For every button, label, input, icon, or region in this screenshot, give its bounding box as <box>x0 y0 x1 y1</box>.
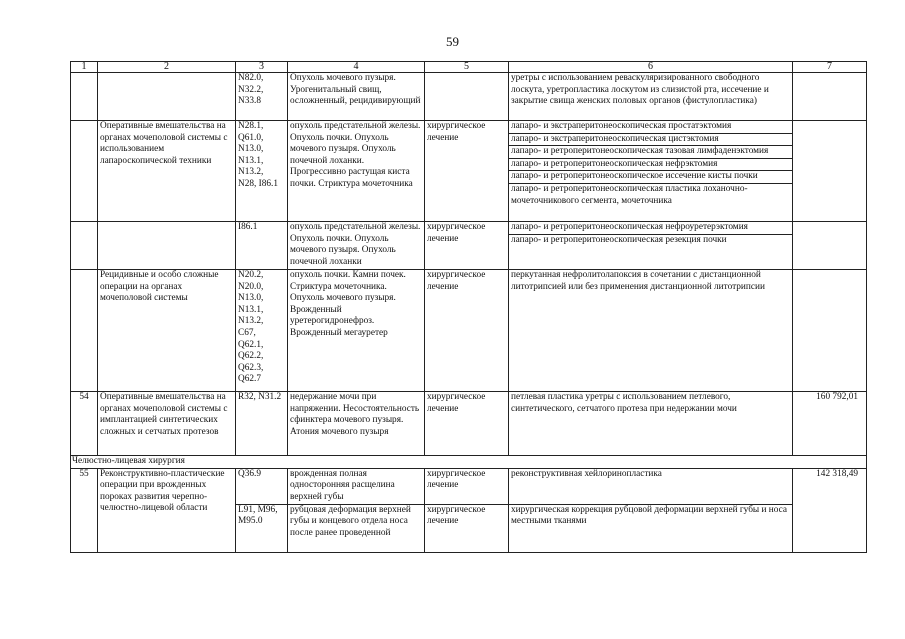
method-item: лапаро- и ретроперитонеоскопическое иссечение кисты почки <box>509 171 792 184</box>
column-header-row <box>71 62 867 73</box>
price-cell: 142 318,49 <box>793 468 867 552</box>
icd-codes-cell: N28.1, Q61.0, N13.0, N13.1, N13.2, N28, I86.1 <box>236 121 288 222</box>
page-number: 59 <box>446 34 459 49</box>
intervention-group-cell <box>98 222 236 270</box>
row-number-cell: 55 <box>71 468 98 552</box>
icd-codes-cell: R32, N31.2 <box>236 392 288 456</box>
treatment-type-cell: хирургическое лечение <box>425 270 509 392</box>
method-cell: петлевая пластика уретры с использованием петлевого, синтетического, сетчатого протеза при недержании мочи <box>509 392 793 456</box>
table-row <box>71 468 867 504</box>
price-cell <box>793 121 867 222</box>
diagnosis-cell: опухоль почки. Камни почек. Стриктура мочеточника. Опухоль мочевого пузыря. Врожденный уретерогидронефроз. Врожденный мегауретер <box>288 270 425 392</box>
diagnosis-cell: опухоль предстательной железы. Опухоль почки. Опухоль мочевого пузыря. Опухоль почечной лоханки <box>288 222 425 270</box>
column-header: 4 <box>288 62 425 73</box>
method-item: лапаро- и ретроперитонеоскопическая резекция почки <box>511 234 727 245</box>
method-item: лапаро- и ретроперитонеоскопическая нефроуретерэктомия <box>509 222 792 235</box>
method-item: лапаро- и ретроперитонеоскопическая тазовая лимфаденэктомия <box>509 146 792 159</box>
diagnosis-cell: опухоль предстательной железы. Опухоль почки. Опухоль мочевого пузыря. Опухоль почечной лоханки. Прогрессивно растущая киста почки. Стриктура мочеточника <box>288 121 425 222</box>
treatment-type-cell: хирургическое лечение <box>425 392 509 456</box>
method-cell: реконструктивная хейлоринопластика <box>509 468 793 504</box>
icd-codes-cell: L91, M96, M95.0 <box>236 504 288 552</box>
icd-codes-cell: N82.0, N32.2, N33.8 <box>236 73 288 121</box>
method-item: лапаро- и экстраперитонеоскопическая простатэктомия <box>509 121 792 134</box>
diagnosis-cell: Опухоль мочевого пузыря. Урогенитальный свищ, осложненный, рецидивирующий <box>288 73 425 121</box>
icd-codes-cell: I86.1 <box>236 222 288 270</box>
section-row <box>71 456 867 469</box>
intervention-group-cell: Оперативные вмешательства на органах мочеполовой системы с использованием лапароскопической техники <box>98 121 236 222</box>
row-number-cell <box>71 222 98 270</box>
treatment-type-cell: хирургическое лечение <box>425 504 509 552</box>
method-item: лапаро- и экстраперитонеоскопическая цистэктомия <box>509 134 792 147</box>
column-header: 6 <box>509 62 793 73</box>
method-cell: уретры с использованием реваскуляризированного свободного лоскута, уретропластика лоскутом из слизистой рта, иссечение и закрытие свища женских половых органов (фистулопластика) <box>509 73 793 121</box>
intervention-group-cell: Оперативные вмешательства на органах мочеполовой системы с имплантацией синтетических сложных и сетчатых протезов <box>98 392 236 456</box>
price-cell <box>793 222 867 270</box>
row-number-cell <box>71 73 98 121</box>
row-number-cell <box>71 121 98 222</box>
column-header: 5 <box>425 62 509 73</box>
column-header: 3 <box>236 62 288 73</box>
column-header: 1 <box>71 62 98 73</box>
price-cell <box>793 73 867 121</box>
icd-codes-cell: Q36.9 <box>236 468 288 504</box>
table-row <box>71 270 867 392</box>
icd-codes-cell: N20.2, N20.0, N13.0, N13.1, N13.2, C67, Q62.1, Q62.2, Q62.3, Q62.7 <box>236 270 288 392</box>
services-table <box>70 61 867 553</box>
table-row <box>71 222 867 270</box>
intervention-group-cell: Реконструктивно-пластические операции при врожденных пороках развития черепно-челюстно-лицевой области <box>98 468 236 552</box>
method-item: лапаро- и ретроперитонеоскопическая нефрэктомия <box>509 159 792 172</box>
section-title: Челюстно-лицевая хирургия <box>71 456 867 469</box>
diagnosis-cell: недержание мочи при напряжении. Несостоятельность сфинктера мочевого пузыря. Атония мочевого пузыря <box>288 392 425 456</box>
row-number-cell: 54 <box>71 392 98 456</box>
method-cell: перкутанная нефролитолапоксия в сочетании с дистанционной литотрипсией или без применения дистанционной литотрипсии <box>509 270 793 392</box>
column-header: 2 <box>98 62 236 73</box>
column-header: 7 <box>793 62 867 73</box>
treatment-type-cell: хирургическое лечение <box>425 121 509 222</box>
price-cell <box>793 270 867 392</box>
price-cell: 160 792,01 <box>793 392 867 456</box>
method-item: лапаро- и ретроперитонеоскопическая пластика лоханочно-мочеточникового сегмента, мочеточника <box>511 183 748 206</box>
diagnosis-cell: врожденная полная односторонняя расщелина верхней губы <box>288 468 425 504</box>
intervention-group-cell: Рецидивные и особо сложные операции на органах мочеполовой системы <box>98 270 236 392</box>
method-cell <box>509 121 793 222</box>
treatment-type-cell: хирургическое лечение <box>425 222 509 270</box>
method-cell: хирургическая коррекция рубцовой деформации верхней губы и носа местными тканями <box>509 504 793 552</box>
intervention-group-cell <box>98 73 236 121</box>
table-row <box>71 121 867 222</box>
row-number-cell <box>71 270 98 392</box>
method-cell <box>509 222 793 270</box>
treatment-type-cell: хирургическое лечение <box>425 468 509 504</box>
table-row <box>71 73 867 121</box>
diagnosis-cell: рубцовая деформация верхней губы и концевого отдела носа после ранее проведенной <box>288 504 425 552</box>
table-row <box>71 392 867 456</box>
treatment-type-cell <box>425 73 509 121</box>
